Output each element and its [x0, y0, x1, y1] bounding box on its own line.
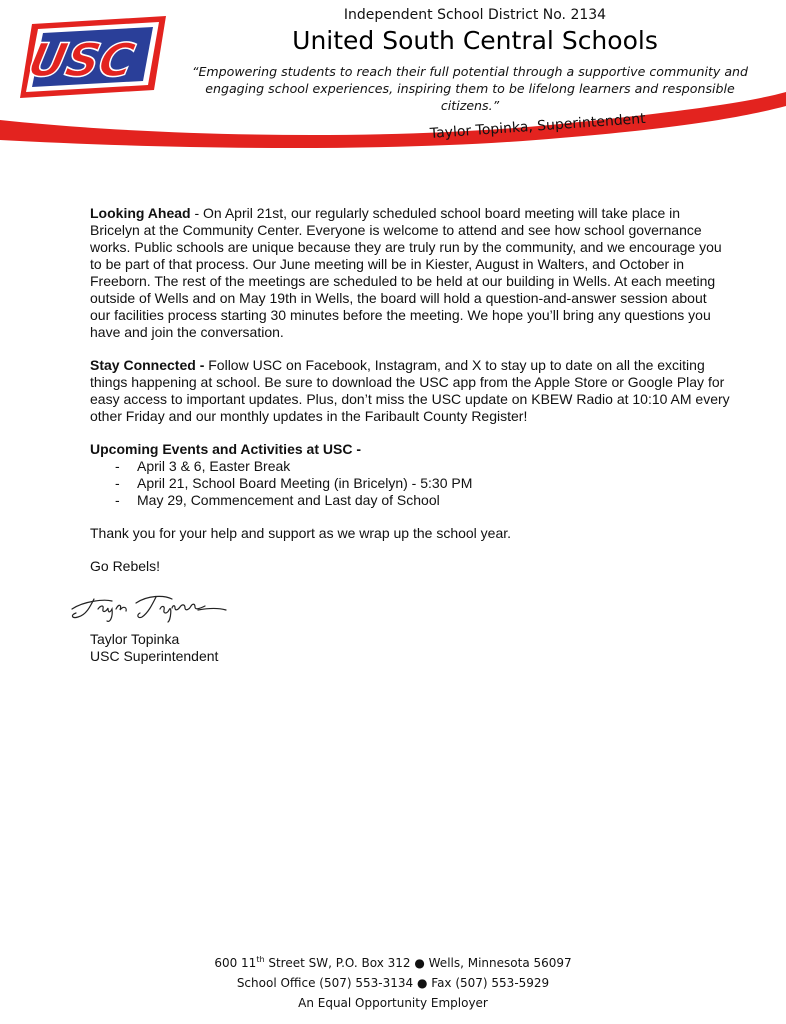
looking-ahead-text: - On April 21st, our regularly scheduled school board meeting will take place in Bricelyn at the Community Center. Everyone is welcome to attend and see how school governance works. Public schools are unique because they are truly run by the community, and we encourage you to be part of that process. Our June meeting will be in Kiester, August in Walters, and October in Freeborn. The rest of the meetings are scheduled to be held at our building in Wells. At each meeting outside of Wells and on May 19th in Wells, the board will hold a question-and-answer session about our facilities process starting 30 minutes before the meeting. We hope you’ll bring any questions you have and join the conversation. [90, 205, 722, 340]
handwritten-signature [64, 577, 239, 627]
footer-eoe: An Equal Opportunity Employer [298, 996, 488, 1010]
signature-name: Taylor Topinka [90, 631, 180, 647]
stay-connected-text: Follow USC on Facebook, Instagram, and X to stay up to date on all the exciting things happening at school. Be sure to download the USC app from the Apple Store or Google Play for easy access to important updates. Plus, don’t miss the USC update on KBEW Radio at 10:10 AM every other Friday and our monthly updates in the Faribault County Register! [90, 357, 730, 424]
logo-lettering: USC [23, 33, 140, 87]
school-name: United South Central Schools [292, 26, 658, 55]
district-line: Independent School District No. 2134 [343, 7, 607, 23]
events-list [90, 458, 730, 509]
looking-ahead-paragraph [90, 205, 730, 341]
stay-connected-paragraph [90, 357, 730, 425]
event-item: - April 21, School Board Meeting (in Bricelyn) - 5:30 PM [115, 475, 473, 491]
motto: “Empowering students to reach their full potential through a supportive community and engaging school experiences, inspiring them to be lifelong learners and responsible citizens.” [191, 64, 749, 113]
stay-connected-heading: Stay Connected - [90, 357, 205, 373]
thanks-line: Thank you for your help and support as we wrap up the school year. [90, 525, 512, 541]
footer-address: 600 11th Street SW, P.O. Box 312 ● Wells, Minnesota 56097 [214, 955, 572, 970]
letterhead [0, 0, 786, 170]
events-heading: Upcoming Events and Activities at USC - [90, 441, 361, 457]
usc-logo-icon [14, 10, 172, 102]
footer [0, 950, 786, 1013]
go-rebels: Go Rebels! [90, 558, 161, 574]
closing [90, 558, 730, 665]
footer-phone: School Office (507) 553-3134 ● Fax (507) 553-5929 [236, 976, 550, 990]
event-item: - May 29, Commencement and Last day of School [115, 492, 440, 508]
superintendent-tag: Taylor Topinka, Superintendent [429, 110, 647, 142]
event-item: - April 3 & 6, Easter Break [115, 458, 291, 474]
red-swoosh [0, 90, 786, 165]
signature-title: USC Superintendent [90, 648, 219, 664]
letter-body [90, 205, 730, 665]
looking-ahead-heading: Looking Ahead [90, 205, 191, 221]
